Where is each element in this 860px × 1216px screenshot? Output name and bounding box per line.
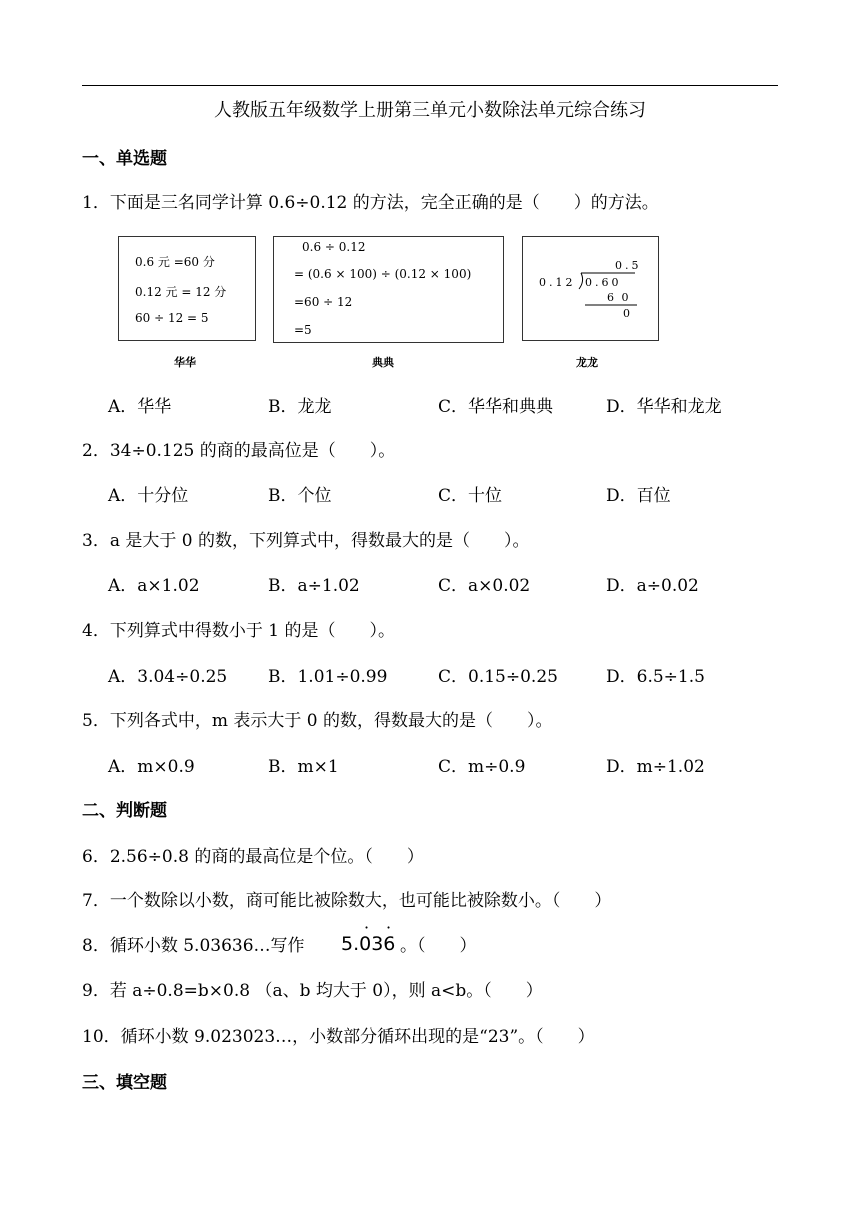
question-8-text: 8．循环小数 5.03636…写作 <box>82 936 305 956</box>
caption-longlong: 龙龙 <box>576 356 598 369</box>
question-7: 7．一个数除以小数，商可能比被除数大，也可能比被除数小。（ ） <box>82 891 612 911</box>
header-rule <box>82 85 778 86</box>
q3-option-d[interactable]: D．a÷0.02 <box>606 576 699 596</box>
question-2: 2．34÷0.125 的商的最高位是（ ）。 <box>82 441 396 461</box>
long-division-product: 6 0 <box>607 291 631 304</box>
question-9: 9．若 a÷0.8=b×0.8 （a、b 均大于 0），则 a<b。（ ） <box>82 981 543 1001</box>
diandian-line-3: =60 ÷ 12 <box>294 295 353 309</box>
q5-option-d[interactable]: D．m÷1.02 <box>606 757 705 777</box>
method-box-diandian <box>273 236 504 343</box>
caption-diandian: 典典 <box>372 356 394 369</box>
diandian-line-4: =5 <box>294 323 312 337</box>
question-5: 5．下列各式中，m 表示大于 0 的数，得数最大的是（ ）。 <box>82 711 553 731</box>
diandian-line-1: 0.6 ÷ 0.12 <box>302 240 366 254</box>
q2-option-a[interactable]: A．十分位 <box>108 486 189 506</box>
q4-option-b[interactable]: B．1.01÷0.99 <box>268 667 388 687</box>
question-8-tail: 。（ ） <box>400 936 477 956</box>
q2-option-d[interactable]: D．百位 <box>606 486 671 506</box>
question-8 <box>82 931 305 956</box>
q3-option-b[interactable]: B．a÷1.02 <box>268 576 360 596</box>
q1-option-b[interactable]: B．龙龙 <box>268 397 332 417</box>
recurring-dot-1: · <box>364 918 370 937</box>
question-4: 4．下列算式中得数小于 1 的是（ ）。 <box>82 621 395 641</box>
question-1: 1．下面是三名同学计算 0.6÷0.12 的方法，完全正确的是（ ）的方法。 <box>82 193 659 213</box>
q1-option-a[interactable]: A．华华 <box>108 397 172 417</box>
long-division-divisor: 0.12 <box>539 276 576 289</box>
long-division-remainder: 0 <box>623 307 630 320</box>
q3-option-c[interactable]: C．a×0.02 <box>438 576 531 596</box>
q1-option-d[interactable]: D．华华和龙龙 <box>606 397 722 417</box>
caption-huahua: 华华 <box>174 356 196 369</box>
huahua-line-3: 60 ÷ 12 = 5 <box>135 311 209 325</box>
q1-option-c[interactable]: C．华华和典典 <box>438 397 554 417</box>
huahua-line-2: 0.12 元 = 12 分 <box>135 285 227 299</box>
recurring-decimal: 5.036 <box>341 933 396 955</box>
q3-option-a[interactable]: A．a×1.02 <box>108 576 200 596</box>
section-heading-single-choice: 一、单选题 <box>82 149 167 169</box>
long-division-diagram <box>523 237 658 340</box>
q2-option-b[interactable]: B．个位 <box>268 486 332 506</box>
diandian-line-2: = (0.6 × 100) ÷ (0.12 × 100) <box>294 267 472 281</box>
method-box-longlong <box>522 236 659 341</box>
q4-option-c[interactable]: C．0.15÷0.25 <box>438 667 558 687</box>
question-3: 3．a 是大于 0 的数，下列算式中，得数最大的是（ ）。 <box>82 531 530 551</box>
q5-option-c[interactable]: C．m÷0.9 <box>438 757 526 777</box>
q4-option-d[interactable]: D．6.5÷1.5 <box>606 667 705 687</box>
division-bracket <box>579 273 583 289</box>
huahua-line-1: 0.6 元 =60 分 <box>135 255 215 269</box>
question-10: 10．循环小数 9.023023…，小数部分循环出现的是“23”。（ ） <box>82 1027 595 1047</box>
page-title: 人教版五年级数学上册第三单元小数除法单元综合练习 <box>214 100 646 121</box>
q4-option-a[interactable]: A．3.04÷0.25 <box>108 667 228 687</box>
section-heading-fill-blank: 三、填空题 <box>82 1073 167 1093</box>
question-6: 6．2.56÷0.8 的商的最高位是个位。（ ） <box>82 847 424 867</box>
recurring-dot-2: · <box>386 918 392 937</box>
q5-option-a[interactable]: A．m×0.9 <box>108 757 195 777</box>
section-heading-true-false: 二、判断题 <box>82 801 167 821</box>
q5-option-b[interactable]: B．m×1 <box>268 757 339 777</box>
method-box-huahua <box>118 236 256 341</box>
q2-option-c[interactable]: C．十位 <box>438 486 503 506</box>
long-division-quotient: 0.5 <box>615 259 642 272</box>
long-division-dividend: 0.60 <box>585 276 622 289</box>
